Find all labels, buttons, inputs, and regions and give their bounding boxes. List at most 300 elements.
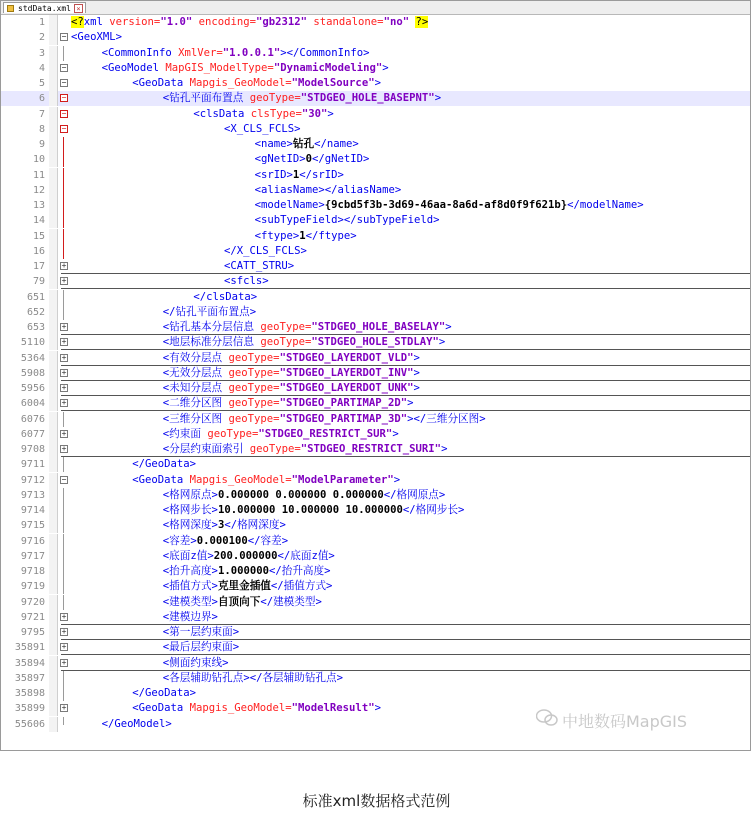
line-number: 5110 (20, 337, 45, 349)
code-token: <gNetID> (254, 153, 306, 166)
code-token: "DynamicModeling" (273, 61, 383, 74)
fold-expand-icon[interactable]: + (61, 261, 67, 270)
line-number: 9711 (20, 459, 45, 471)
gutter-margin (49, 534, 58, 549)
line-number: 35891 (14, 642, 45, 654)
gutter-margin (49, 457, 58, 472)
code-token: </X_CLS_FCLS> (224, 244, 307, 257)
code-line[interactable] (1, 381, 750, 396)
fold-guide-line (63, 229, 64, 244)
code-text (163, 640, 239, 655)
code-token: </clsData> (193, 290, 258, 303)
code-token: <未知分层点 (162, 382, 229, 394)
code-token: <分层约束面索引 (162, 443, 250, 455)
fold-guide-line (63, 671, 64, 686)
code-text (163, 366, 420, 381)
code-token: {9cbd5f3b-3d69-46aa-8a6d-af8d0f9f621b} (324, 199, 568, 211)
code-token: "STDGEO_HOLE_BASEPNT" (300, 92, 435, 105)
gutter-margin (49, 717, 58, 732)
code-token: <GeoData (132, 77, 190, 89)
fold-guide-line (63, 503, 64, 518)
line-number: 2 (38, 32, 45, 44)
code-token: <钻孔平面布置点 (162, 92, 250, 105)
code-text (163, 579, 333, 594)
line-number: 5364 (20, 352, 45, 364)
line-number: 7 (38, 108, 45, 120)
code-token: ></三维分区图> (407, 412, 486, 425)
code-token: </格网深度> (224, 519, 286, 532)
fold-expand-icon[interactable]: + (61, 398, 67, 408)
code-token: <GeoData (132, 702, 190, 715)
gutter-margin (49, 305, 58, 320)
gutter-margin (49, 183, 58, 198)
gutter-margin (49, 473, 58, 488)
fold-guide-line (63, 168, 64, 183)
code-text (102, 46, 370, 61)
code-token: ?> (415, 16, 429, 28)
code-line[interactable] (1, 274, 750, 289)
fold-collapse-icon[interactable]: − (61, 62, 67, 72)
code-token: </GeoData> (132, 458, 196, 471)
line-number: 9718 (20, 566, 45, 577)
code-text (255, 168, 344, 183)
line-number: 4 (38, 62, 45, 74)
code-token: geoType= (228, 366, 280, 379)
fold-collapse-icon[interactable]: − (61, 78, 67, 87)
code-token: 克里金插值 (217, 580, 271, 593)
code-text (132, 76, 381, 91)
line-number: 6 (38, 93, 45, 105)
code-line[interactable] (1, 168, 750, 183)
code-text (224, 259, 294, 274)
gutter-margin (49, 152, 58, 167)
gutter-margin (49, 259, 58, 274)
code-line[interactable] (1, 46, 750, 61)
code-line[interactable] (1, 366, 750, 381)
tab-stddata-xml[interactable] (3, 2, 86, 13)
fold-expand-icon[interactable]: + (61, 703, 67, 713)
code-token: > (392, 427, 399, 440)
fold-collapse-icon[interactable]: − (61, 32, 67, 42)
code-token: > (413, 382, 420, 394)
gutter-margin (49, 122, 58, 137)
line-number: 8 (38, 123, 45, 135)
code-token: <二维分区图 (162, 397, 229, 410)
fold-guide-line (63, 183, 64, 198)
line-number: 35899 (14, 703, 45, 715)
line-number: 35897 (14, 672, 45, 684)
code-text (224, 274, 269, 289)
xml-file-icon (7, 5, 14, 12)
code-text (163, 91, 441, 106)
code-token: geoType= (228, 397, 280, 410)
fold-expand-icon[interactable]: + (61, 657, 67, 667)
gutter-margin (49, 61, 58, 76)
fold-expand-icon[interactable]: + (61, 611, 67, 621)
gutter-margin (49, 30, 58, 45)
code-token: <X_CLS_FCLS> (224, 122, 301, 135)
code-token: 1 (299, 229, 306, 242)
code-token: </格网步长> (402, 504, 465, 516)
fold-guide-line (63, 564, 64, 579)
gutter-margin (49, 701, 58, 716)
code-text (163, 351, 420, 366)
code-token: </gNetID> (312, 153, 370, 166)
fold-guide-line (63, 305, 64, 320)
code-token: <GeoData (132, 473, 190, 486)
code-token: > (382, 61, 389, 74)
code-token: <三维分区图 (162, 412, 229, 425)
code-token: <抬升高度> (162, 565, 218, 577)
code-token: <最后层约束面> (162, 641, 240, 654)
code-token: 1 (292, 168, 300, 181)
code-token: <GeoModel (101, 61, 166, 74)
gutter-margin (49, 564, 58, 579)
code-token: MapGIS_ModelType= (165, 61, 274, 74)
code-line[interactable] (1, 564, 750, 579)
line-number: 652 (26, 306, 45, 318)
code-line[interactable] (1, 305, 750, 320)
line-number: 9713 (20, 489, 45, 501)
code-token: 10.000000 10.000000 10.000000 (217, 504, 403, 516)
code-token: Mapgis_GeoModel= (189, 77, 292, 89)
code-line[interactable] (1, 625, 750, 640)
code-line[interactable] (1, 229, 750, 244)
code-line[interactable] (1, 213, 750, 228)
fold-guide-line (63, 244, 64, 259)
code-text (163, 305, 256, 320)
line-number: 9708 (20, 444, 45, 455)
code-token: "STDGEO_LAYERDOT_UNK" (279, 382, 414, 394)
line-number: 9 (38, 139, 45, 150)
fold-expand-icon[interactable]: + (61, 352, 67, 362)
code-text (163, 488, 445, 503)
code-line[interactable] (1, 457, 750, 472)
code-token: </插值方式> (270, 580, 333, 593)
line-number: 79 (32, 276, 45, 288)
code-text (255, 229, 357, 244)
code-token: 0.000000 0.000000 0.000000 (217, 488, 384, 501)
line-number: 6076 (20, 413, 45, 425)
line-number: 6004 (20, 398, 45, 410)
code-line[interactable] (1, 640, 750, 655)
code-token: 1.000000 (217, 565, 269, 577)
line-number: 17 (32, 261, 45, 272)
line-number: 15 (32, 230, 45, 242)
line-number: 3 (38, 47, 45, 59)
fold-guide-line (63, 717, 64, 725)
fold-expand-icon[interactable]: + (61, 276, 67, 286)
code-text (255, 183, 402, 198)
code-token: <clsData (193, 107, 251, 120)
code-token: <无效分层点 (162, 366, 229, 379)
fold-guide-line (63, 488, 64, 503)
code-line[interactable] (1, 656, 750, 671)
code-token: 0 (305, 153, 313, 166)
code-line[interactable] (1, 152, 750, 167)
fold-guide-line (63, 686, 64, 701)
code-token: "30" (301, 107, 328, 120)
code-text (255, 198, 644, 213)
code-line[interactable] (1, 595, 750, 610)
code-token: "ModelSource" (291, 77, 375, 89)
code-token: </ftype> (305, 229, 357, 242)
fold-guide-line (63, 595, 64, 610)
code-line[interactable] (1, 183, 750, 198)
gutter-margin (49, 274, 58, 289)
code-token: <sfcls> (224, 275, 269, 288)
code-token: > (327, 107, 334, 120)
fold-expand-icon[interactable]: + (61, 337, 67, 347)
gutter-margin (49, 15, 58, 30)
code-text (163, 595, 322, 610)
code-text (71, 15, 428, 30)
code-text (132, 473, 400, 488)
line-number: 9716 (20, 535, 45, 547)
code-token: <aliasName></aliasName> (254, 183, 402, 196)
code-token: <格网原点> (162, 488, 218, 501)
fold-collapse-icon[interactable]: − (61, 123, 67, 133)
code-token: <钻孔基本分层信息 (162, 321, 261, 333)
code-line[interactable] (1, 442, 750, 457)
code-text (224, 244, 307, 259)
code-text (71, 30, 122, 45)
code-line[interactable] (1, 335, 750, 350)
fold-collapse-icon[interactable]: − (61, 93, 67, 103)
code-token: "gb2312" (255, 16, 308, 28)
wechat-icon (536, 709, 558, 727)
gutter-margin (49, 366, 58, 381)
code-token: </modelName> (567, 199, 644, 211)
code-text (163, 549, 335, 564)
line-number: 35894 (14, 657, 45, 669)
code-token: "ModelParameter" (291, 473, 394, 486)
line-number: 16 (32, 245, 45, 257)
code-line[interactable] (1, 396, 750, 411)
code-token: <插值方式> (162, 580, 218, 593)
code-text (132, 686, 196, 701)
fold-collapse-icon[interactable]: − (61, 108, 67, 118)
code-token: > (393, 473, 401, 486)
code-line[interactable] (1, 259, 750, 274)
code-text (163, 518, 286, 533)
line-number: 14 (32, 215, 45, 227)
code-text (163, 427, 399, 442)
gutter-margin (49, 427, 58, 442)
code-token: "STDGEO_LAYERDOT_INV" (279, 366, 414, 379)
code-token: "STDGEO_PARTIMAP_3D" (279, 412, 408, 425)
code-line[interactable] (1, 488, 750, 503)
gutter-margin (49, 488, 58, 503)
line-number: 1 (38, 17, 45, 28)
code-line[interactable] (1, 579, 750, 594)
tab-label: stdData.xml (18, 4, 71, 13)
code-token: > (445, 321, 452, 333)
gutter-margin (49, 137, 58, 152)
code-line[interactable] (1, 412, 750, 427)
code-token: </底面z值> (277, 549, 335, 562)
code-text (163, 625, 239, 640)
line-number: 9719 (20, 581, 45, 593)
line-number: 653 (26, 322, 45, 333)
fold-expand-icon[interactable]: + (61, 627, 67, 636)
code-token: <CommonInfo (101, 46, 179, 59)
code-line[interactable] (1, 320, 750, 335)
code-token: "1.0.0.1" (222, 46, 281, 59)
code-line[interactable] (1, 198, 750, 213)
code-token: geoType= (260, 336, 312, 349)
code-text (255, 137, 359, 152)
gutter-margin (49, 625, 58, 640)
fold-expand-icon[interactable]: + (61, 383, 67, 392)
gutter-margin (49, 76, 58, 91)
fold-expand-icon[interactable]: + (61, 322, 67, 331)
fold-expand-icon[interactable]: + (61, 444, 67, 453)
code-token: </name> (314, 138, 359, 150)
code-token: </GeoData> (132, 687, 196, 699)
gutter-margin (49, 671, 58, 686)
gutter-margin (49, 656, 58, 671)
gutter-margin (49, 320, 58, 335)
code-line[interactable] (1, 473, 750, 488)
code-token: geoType= (228, 412, 280, 425)
code-line[interactable] (1, 107, 750, 122)
code-token: </建模类型> (260, 595, 322, 608)
close-icon[interactable]: × (74, 4, 83, 13)
code-text (163, 381, 420, 396)
line-number: 6077 (20, 428, 45, 440)
code-line[interactable] (1, 290, 750, 305)
code-token: </GeoModel> (101, 717, 172, 730)
line-number: 9714 (20, 505, 45, 516)
code-line[interactable] (1, 503, 750, 518)
code-line[interactable] (1, 549, 750, 564)
gutter-margin (49, 396, 58, 411)
code-text (193, 290, 257, 305)
code-line[interactable] (1, 76, 750, 91)
code-text (163, 320, 452, 335)
code-line[interactable] (1, 137, 750, 152)
code-line[interactable] (1, 518, 750, 533)
fold-guide-line (63, 198, 64, 213)
gutter-margin (49, 640, 58, 655)
code-token: Mapgis_GeoModel= (189, 702, 292, 715)
line-number: 5 (38, 78, 45, 89)
line-number: 13 (32, 200, 45, 211)
code-token: > (434, 92, 442, 105)
code-token: 0.000100 (196, 534, 248, 547)
code-line[interactable] (1, 534, 750, 549)
code-editor[interactable] (1, 15, 750, 750)
fold-guide-line (63, 213, 64, 228)
code-token: geoType= (260, 321, 312, 333)
code-token: "ModelResult" (291, 702, 375, 715)
gutter-margin (49, 686, 58, 701)
gutter-margin (49, 91, 58, 106)
code-line[interactable] (1, 91, 750, 106)
code-line[interactable] (1, 427, 750, 442)
code-text (163, 396, 414, 411)
code-token: "1.0" (160, 16, 193, 28)
gutter-margin (49, 579, 58, 594)
code-token: <? (71, 16, 84, 28)
code-line[interactable] (1, 610, 750, 625)
code-token: "STDGEO_HOLE_STDLAY" (311, 336, 439, 349)
fold-guide-line (63, 290, 64, 305)
code-token: ></CommonInfo> (280, 46, 370, 59)
line-number: 9721 (20, 611, 45, 623)
fold-guide-line (63, 457, 64, 472)
code-token: </抬升高度> (268, 565, 331, 577)
gutter-margin (49, 442, 58, 457)
code-token: "STDGEO_LAYERDOT_VLD" (279, 351, 414, 364)
code-token: <侧面约束线> (162, 656, 229, 669)
code-token: <底面z值> (162, 549, 214, 562)
code-token: <容差> (162, 534, 197, 547)
code-text (132, 701, 381, 716)
code-text (102, 717, 172, 732)
line-number: 5956 (20, 383, 45, 394)
fold-guide-line (63, 152, 64, 167)
code-token: "STDGEO_RESTRICT_SUR" (258, 427, 393, 440)
line-number: 9717 (20, 550, 45, 562)
code-token: "STDGEO_RESTRICT_SURI" (300, 443, 442, 455)
fold-expand-icon[interactable]: + (61, 642, 67, 652)
fold-guide-line (63, 534, 64, 549)
code-token: <ftype> (254, 229, 300, 242)
code-token: <格网步长> (162, 504, 218, 516)
code-token: geoType= (207, 427, 259, 440)
code-text (163, 564, 331, 579)
code-token: <name> (254, 138, 293, 150)
gutter-margin (49, 198, 58, 213)
code-token: version= (102, 16, 161, 28)
code-line[interactable] (1, 351, 750, 366)
gutter-margin (49, 213, 58, 228)
code-text (163, 656, 229, 671)
gutter-margin (49, 503, 58, 518)
gutter-margin (49, 290, 58, 305)
code-token: XmlVer= (178, 46, 223, 59)
code-line[interactable] (1, 244, 750, 259)
code-text (163, 671, 343, 686)
line-number: 651 (26, 291, 45, 303)
fold-expand-icon[interactable]: + (61, 367, 67, 377)
code-token: clsType= (250, 107, 302, 120)
code-line[interactable] (1, 671, 750, 686)
line-number: 11 (32, 169, 45, 181)
code-text (102, 61, 389, 76)
code-line[interactable] (1, 30, 750, 45)
fold-collapse-icon[interactable]: − (61, 474, 67, 484)
code-token: <srID> (254, 168, 293, 181)
code-line[interactable] (1, 686, 750, 701)
code-token: <modelName> (254, 199, 325, 211)
gutter-margin (49, 610, 58, 625)
code-line[interactable] (1, 15, 750, 30)
line-number: 10 (32, 154, 45, 166)
line-number: 9712 (20, 474, 45, 486)
code-text (163, 503, 465, 518)
code-line[interactable] (1, 61, 750, 76)
code-token: 200.000000 (213, 549, 278, 562)
fold-expand-icon[interactable]: + (61, 428, 67, 438)
code-token: geoType= (249, 92, 301, 105)
line-number: 5908 (20, 367, 45, 379)
code-token: > (374, 77, 381, 89)
line-number: 35898 (14, 688, 45, 699)
code-line[interactable] (1, 122, 750, 137)
